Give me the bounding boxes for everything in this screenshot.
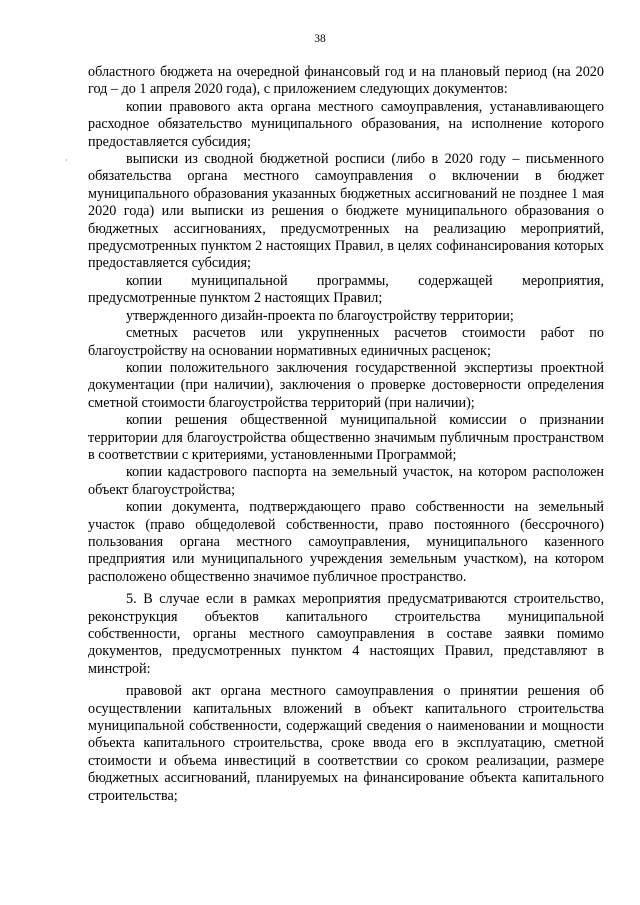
paragraph-continuation: областного бюджета на очередной финансовый год и на плановый период (на 2020 год – до 1 апреля 2020 года), с приложением следующих документов: — [88, 64, 604, 98]
list-item-ownership-document: копии документа, подтверждающего право собственности на земельный участок (право общедолевой собственности, право постоянного (бессрочного) пользования органа местного самоуправления, муниципального казенного предприятия или муниципального учреждения земельным участком), на котором расположено общественно значимое публичное пространство. — [88, 499, 604, 585]
list-item-legal-act-copy: копии правового акта органа местного самоуправления, устанавливающего расходное обязательство муниципального образования, на исполнение которого предоставляется субсидия; — [88, 98, 604, 150]
list-item-expertise-conclusion: копии положительного заключения государственной экспертизы проектной документации (при наличии), заключения о проверке достоверности определения сметной стоимости благоустройства территорий (при наличии); — [88, 359, 604, 411]
list-item-cost-estimates: сметных расчетов или укрупненных расчетов стоимости работ по благоустройству на основании нормативных единичных расценок; — [88, 325, 604, 359]
list-item-municipal-program: копии муниципальной программы, содержащей мероприятия, предусмотренные пунктом 2 настоящих Правил; — [88, 272, 604, 307]
list-item-capital-investment-act: правовой акт органа местного самоуправления о принятии решения об осуществлении капитальных вложений в объект капитального строительства муниципальной собственности, содержащий сведения о наименовании и мощности объекта капитального строительства, сроке ввода его в эксплуатацию, сметной стоимости и объема инвестиций в соответствии со сроком реализации, размере бюджетных ассигнований, планируемых на финансирование объекта капитального строительства; — [88, 683, 604, 804]
margin-mark: · — [65, 156, 68, 165]
list-item-design-project: утвержденного дизайн-проекта по благоустройству территории; — [126, 307, 514, 324]
clause-5: 5. В случае если в рамках мероприятия предусматриваются строительство, реконструкция объектов капитального строительства муниципальной собственности, органы местного самоуправления в составе заявки помимо документов, предусмотренных пунктом 4 настоящих Правил, представляют в минстрой: — [88, 591, 604, 677]
list-item-budget-extract: выписки из сводной бюджетной росписи (либо в 2020 году – письменного обязательства органа местного самоуправления о включении в бюджет муниципального образования указанных бюджетных ассигнований не позднее 1 мая 2020 года) или выписки из решения о бюджете муниципального образования о бюджетных ассигнованиях, предусмотренных на реализацию мероприятий, предусмотренных пунктом 2 настоящих Правил, в целях софинансирования которых предоставляется субсидия; — [88, 151, 604, 272]
list-item-cadastral-passport: копии кадастрового паспорта на земельный участок, на котором расположен объект благоустройства; — [88, 464, 604, 498]
list-item-commission-decision: копии решения общественной муниципальной комиссии о признании территории для благоустройства общественно значимым публичным пространством в соответствии с критериями, установленными Программой; — [88, 412, 604, 463]
page-number: 38 — [314, 33, 326, 45]
document-body — [88, 64, 604, 805]
